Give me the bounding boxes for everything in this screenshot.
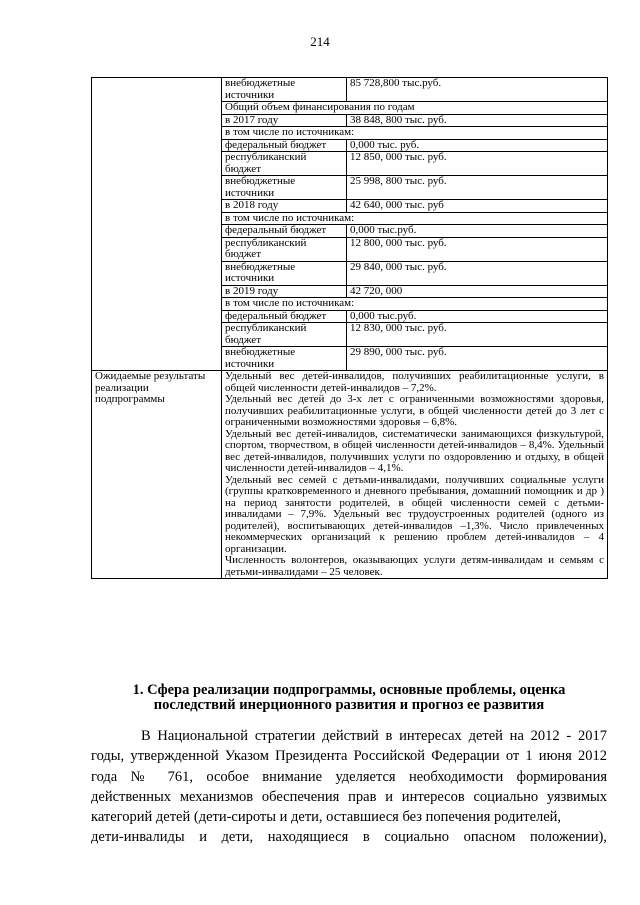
section-heading-line: последствий инерционного развития и прогноз ее развития (153, 697, 545, 713)
row-value: 12 830, 000 тыс. руб. (347, 323, 608, 347)
body-word: положении), (529, 829, 607, 846)
row-label: республиканский бюджет (222, 152, 347, 176)
subprogram-passport-table (91, 77, 608, 579)
body-word: опасном (463, 829, 516, 846)
table-row (92, 78, 608, 102)
row-value: 0,000 тыс. руб. (347, 139, 608, 152)
page-number: 214 (310, 34, 330, 49)
row-full: в том числе по источникам: (222, 127, 608, 140)
section-heading-line: 1. Сфера реализации подпрограммы, основные проблемы, оценка (132, 682, 566, 698)
row-label: в 2019 году (222, 285, 347, 298)
row-value: 42 640, 000 тыс. руб (347, 200, 608, 213)
row-value: 29 840, 000 тыс. руб. (347, 261, 608, 285)
results-label: Ожидаемые результаты реализации подпрограммы (92, 371, 222, 579)
body-paragraph-last-line (91, 827, 607, 847)
body-word: в (362, 829, 370, 846)
results-paragraph: Численность волонтеров, оказывающих услуги детям-инвалидам и семьям с детьми-инвалидами – 25 человек. (225, 554, 604, 578)
body-word: социально (384, 829, 449, 846)
body-word: находящиеся (267, 829, 349, 846)
section-heading (91, 683, 607, 713)
row-label: республиканский бюджет (222, 237, 347, 261)
empty-cell (92, 78, 222, 371)
row-label: внебюджетные источники (222, 78, 347, 102)
results-paragraph: Удельный вес детей до 3-х лет с ограниченными возможностями здоровья, получивших реабилитационные услуги, в общей численности детей до 3 лет с ограниченными возможностями здоровья – 6,8%. (225, 393, 604, 428)
body-paragraph (91, 726, 607, 848)
row-label: внебюджетные источники (222, 176, 347, 200)
row-label: в 2018 году (222, 200, 347, 213)
row-value: 29 890, 000 тыс. руб. (347, 347, 608, 371)
funding-table-body (92, 78, 608, 579)
body-word: дети, (221, 829, 254, 846)
row-value: 0,000 тыс.руб. (347, 225, 608, 238)
row-value: 42 720, 000 (347, 285, 608, 298)
row-full: в том числе по источникам: (222, 298, 608, 311)
body-word: дети-инвалиды (91, 829, 185, 846)
row-value: 12 850, 000 тыс. руб. (347, 152, 608, 176)
results-paragraph: Удельный вес детей-инвалидов, систематически занимающихся физкультурой, спортом, творчеством, в общей численности детей-инвалидов – 8,4%. Удельный вес детей-инвалидов, получивших услуги по оздоровлению и отдыху, в общей численности детей-инвалидов – 4,1%. (225, 427, 604, 474)
row-label: в 2017 году (222, 114, 347, 127)
row-label: внебюджетные источники (222, 261, 347, 285)
row-value: 85 728,800 тыс.руб. (347, 78, 608, 102)
results-paragraph: Удельный вес детей-инвалидов, получивших реабилитационные услуги, в общей численности детей-инвалидов – 7,2%. (225, 370, 604, 394)
results-text (222, 371, 608, 579)
results-paragraph: Удельный вес семей с детьми-инвалидами, получивших социальные услуги (группы кратковременного и дневного пребывания, домашний помощник и др ) на период занятости родителей, в общей численности семей с детьми-инвалидами – 7,9%. Удельный вес трудоустроенных родителей (одного из родителей), воспитывающих детей-инвалидов –1,3%. Число привлеченных некоммерческих организаций к решению проблем детей-инвалидов – 4 организации. (225, 473, 604, 555)
row-value: 0,000 тыс.руб. (347, 310, 608, 323)
row-label: республиканский бюджет (222, 323, 347, 347)
row-label: федеральный бюджет (222, 310, 347, 323)
row-label: внебюджетные источники (222, 347, 347, 371)
row-full: в том числе по источникам: (222, 212, 608, 225)
body-paragraph-text: В Национальной стратегии действий в интересах детей на 2012 - 2017 годы, утвержденной Указом Президента Российской Федерации от 1 июня 2012 года № 761, особое внимание уделяется необходимости формирования действенных механизмов обеспечения прав и интересов социально уязвимых категорий детей (дети-сироты и дети, оставшиеся без попечения родителей, (91, 728, 607, 826)
results-row (92, 371, 608, 579)
row-label: федеральный бюджет (222, 225, 347, 238)
row-value: 25 998, 800 тыс. руб. (347, 176, 608, 200)
row-value: 12 800, 000 тыс. руб. (347, 237, 608, 261)
row-value: 38 848, 800 тыс. руб. (347, 114, 608, 127)
body-word: и (199, 829, 207, 846)
row-label: федеральный бюджет (222, 139, 347, 152)
row-full: Общий объем финансирования по годам (222, 102, 608, 115)
